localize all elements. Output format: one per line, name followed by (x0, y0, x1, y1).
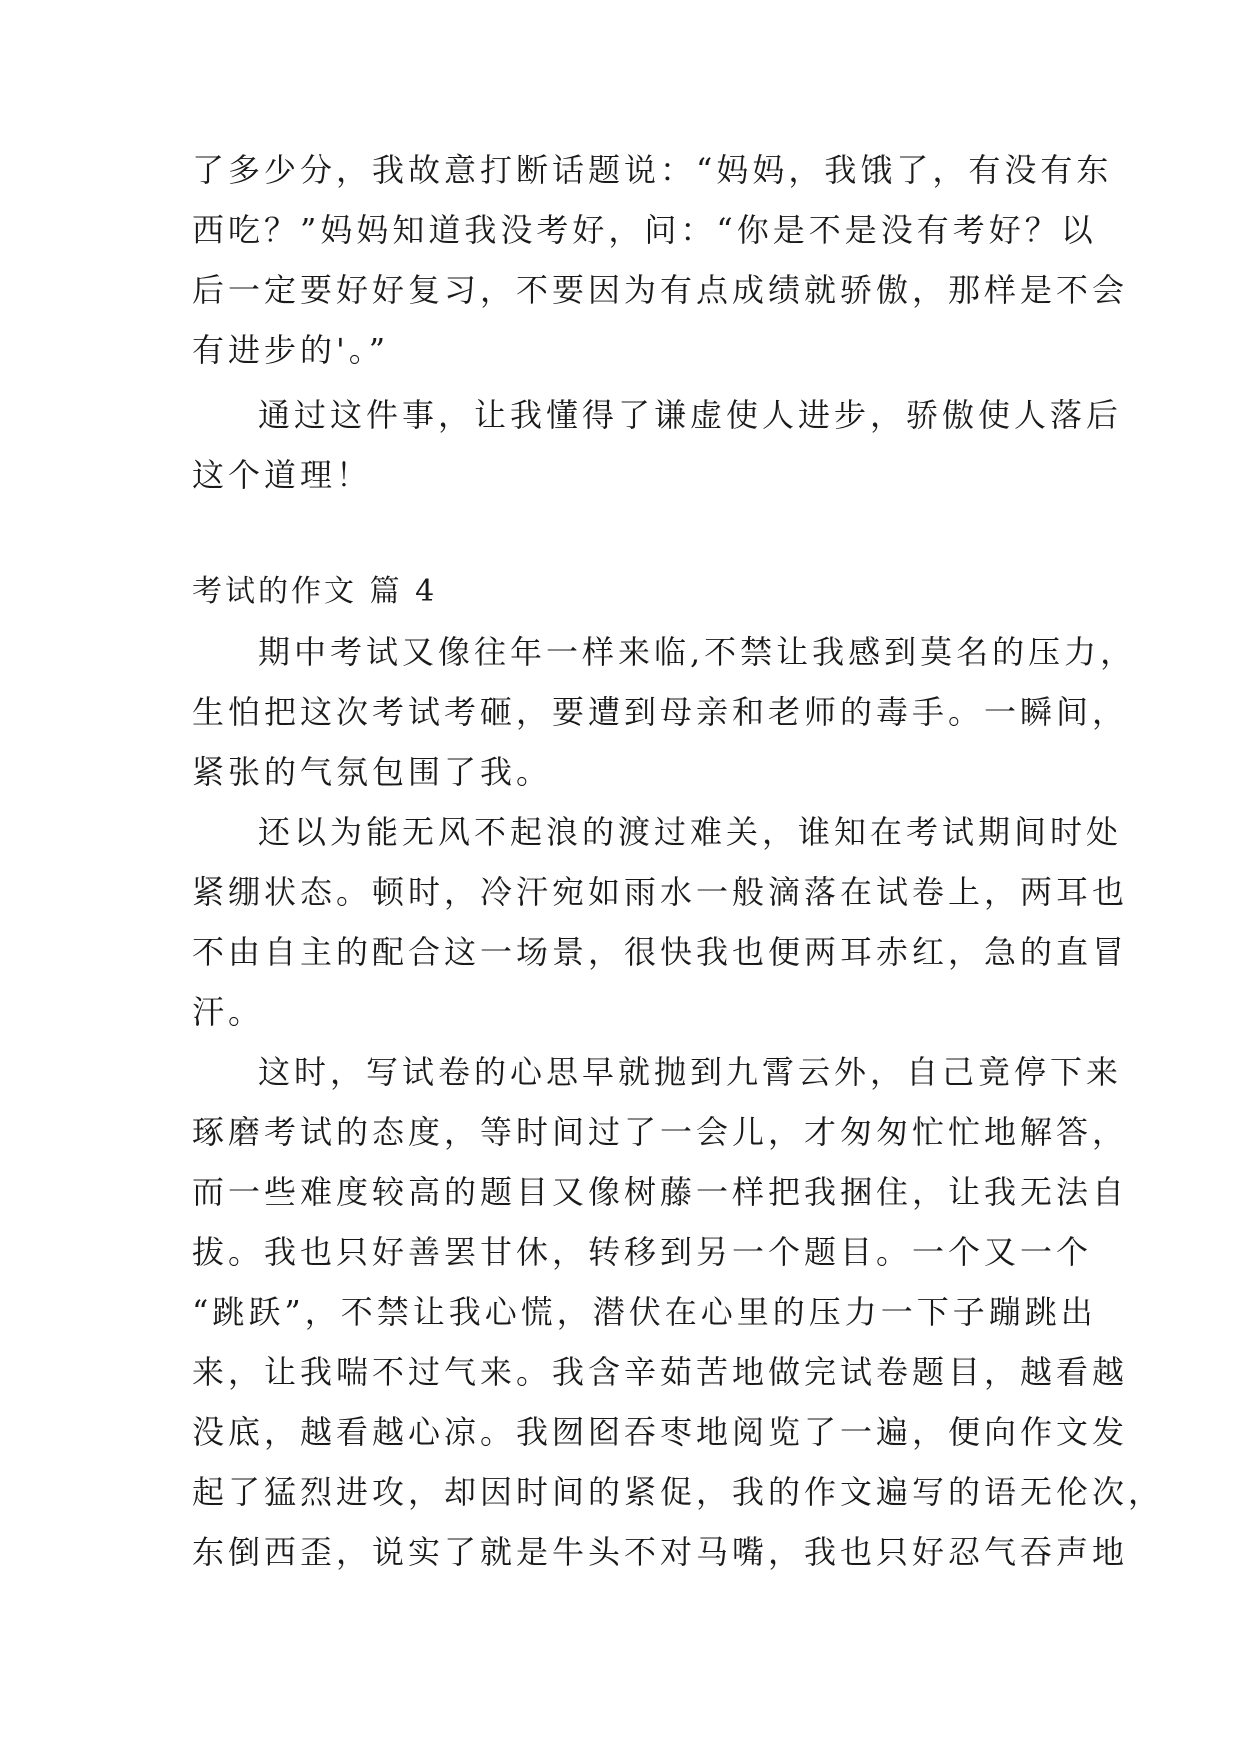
text-line: 期中考试又像往年一样来临,不禁让我感到莫名的压力， (258, 633, 1137, 671)
text-line: 来，让我喘不过气来。我含辛茹苦地做完试卷题目，越看越 (192, 1353, 1129, 1391)
text-line: 没底，越看越心凉。我囫囵吞枣地阅览了一遍，便向作文发 (192, 1413, 1129, 1451)
text-line: 还以为能无风不起浪的渡过难关，谁知在考试期间时处 (258, 813, 1123, 851)
text-line: 后一定要好好复习，不要因为有点成绩就骄傲，那样是不会 (192, 271, 1129, 309)
text-line: 拔。我也只好善罢甘休，转移到另一个题目。一个又一个 (192, 1233, 1093, 1271)
text-line: 了多少分，我故意打断话题说：“妈妈，我饿了，有没有东 (192, 151, 1113, 189)
text-line: 不由自主的配合这一场景，很快我也便两耳赤红，急的直冒 (192, 933, 1129, 971)
section-heading: 考试的作文 篇 4 (192, 574, 438, 609)
text-line: 通过这件事，让我懂得了谦虚使人进步，骄傲使人落后 (258, 396, 1123, 434)
text-line: 紧绷状态。顿时，冷汗宛如雨水一般滴落在试卷上，两耳也 (192, 873, 1129, 911)
text-line: 紧张的气氛包围了我。 (192, 753, 553, 791)
text-line: 西吃？”妈妈知道我没考好，问：“你是不是没有考好？以 (192, 211, 1097, 249)
text-line: 汗。 (192, 993, 265, 1031)
text-line: 这个道理！ (192, 456, 373, 494)
text-line: “跳跃”，不禁让我心慌，潜伏在心里的压力一下子蹦跳出 (192, 1293, 1097, 1331)
text-line: 琢磨考试的态度，等时间过了一会儿，才匆匆忙忙地解答， (192, 1113, 1129, 1151)
text-line: 这时，写试卷的心思早就抛到九霄云外，自己竟停下来 (258, 1053, 1123, 1091)
text-line: 有进步的'。” (192, 331, 390, 369)
text-line: 而一些难度较高的题目又像树藤一样把我捆住，让我无法自 (192, 1173, 1129, 1211)
text-line: 东倒西歪，说实了就是牛头不对马嘴，我也只好忍气吞声地 (192, 1533, 1129, 1571)
text-line: 起了猛烈进攻，却因时间的紧促，我的作文遍写的语无伦次， (192, 1473, 1165, 1511)
text-line: 生怕把这次考试考砸，要遭到母亲和老师的毒手。一瞬间， (192, 693, 1129, 731)
